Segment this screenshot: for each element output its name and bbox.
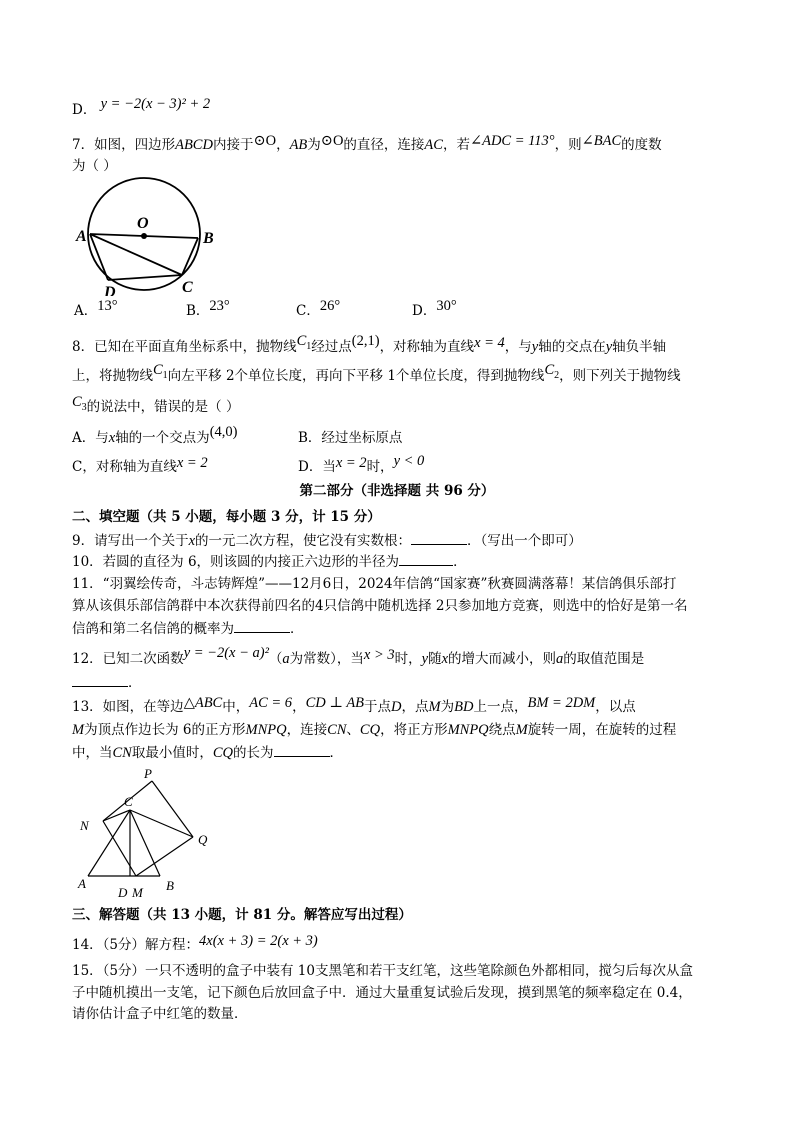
curve-name: C bbox=[296, 333, 307, 349]
q14-text: 14．（5分）解方程： bbox=[72, 937, 200, 953]
curve-sub: 1 bbox=[162, 370, 168, 381]
curve-c1 bbox=[153, 362, 168, 381]
segment-bd: BD bbox=[454, 699, 474, 715]
q8-text: 的说法中，错误的是（ ） bbox=[86, 399, 240, 415]
label-p: P bbox=[144, 766, 152, 781]
q7-option-d bbox=[412, 298, 457, 321]
q13-text: 于点 bbox=[364, 699, 392, 715]
q9-text: 的一元二次方程，使它没有实数根： bbox=[195, 533, 412, 549]
q8-text: C，对称轴为直线 bbox=[72, 459, 177, 475]
option-label: D． bbox=[412, 303, 437, 319]
option-value: 23° bbox=[209, 298, 230, 314]
q8-option-c bbox=[72, 457, 208, 477]
point-m: M bbox=[515, 722, 528, 738]
curve-c2 bbox=[544, 362, 560, 381]
var-a: a bbox=[556, 651, 564, 667]
circle-symbol: ⊙O bbox=[253, 133, 277, 149]
q11-line2: 算从该俱乐部信鸽群中本次获得前四名的4只信鸽中随机选择 2只参加地方竞赛，则选中的恰好是第一名 bbox=[72, 598, 688, 614]
q13-text: 中， bbox=[222, 699, 250, 715]
q11-line3 bbox=[72, 618, 304, 639]
q7-angle-adc: ∠ADC = 113° bbox=[469, 133, 555, 149]
q13-text: ， bbox=[292, 699, 306, 715]
q8-line1 bbox=[72, 333, 667, 359]
q13-text: ，以点 bbox=[595, 699, 636, 715]
q13-text: 上一点， bbox=[473, 699, 528, 715]
q13-text: ，连接 bbox=[286, 722, 328, 738]
label-a: A bbox=[78, 876, 86, 891]
q13-triangle: △ABC bbox=[183, 695, 223, 711]
curve-c3 bbox=[72, 394, 87, 413]
curve-name: C bbox=[153, 362, 163, 378]
q13-text: 、 bbox=[346, 722, 360, 738]
q12-text: 12．已知二次函数 bbox=[72, 651, 184, 667]
curve-sub: 3 bbox=[81, 402, 87, 413]
segment-cq: CQ bbox=[212, 745, 233, 761]
ineq: y < 0 bbox=[393, 453, 425, 469]
segment-cn: CN bbox=[112, 745, 132, 761]
q7-option-a bbox=[74, 298, 118, 321]
q15-line3: 请你估计盒子中红笔的数量． bbox=[72, 1006, 248, 1022]
point-m: M bbox=[428, 699, 441, 715]
var-x: x bbox=[188, 533, 196, 549]
q7-ab: AB bbox=[289, 137, 308, 153]
answer-blank[interactable] bbox=[274, 742, 330, 757]
section2-heading: 二、填空题（共 5 小题，每小题 3 分，计 15 分） bbox=[72, 509, 381, 525]
q8-text: 上，将抛物线 bbox=[72, 368, 153, 384]
q13-bm: BM = 2DM bbox=[527, 695, 596, 711]
label-c: C bbox=[124, 794, 133, 809]
q13-text: ，将正方形 bbox=[380, 722, 448, 738]
answer-blank[interactable] bbox=[411, 530, 467, 545]
q13-text: 旋转一周，在旋转的过程 bbox=[527, 722, 677, 738]
q13-text: 为 bbox=[440, 699, 455, 715]
q8-line3 bbox=[72, 394, 240, 419]
q8-option-a bbox=[72, 424, 238, 448]
q7-text: ，若 bbox=[442, 137, 470, 153]
q13-line3 bbox=[72, 742, 343, 763]
circle-symbol: ⊙O bbox=[320, 133, 344, 149]
option-value: 30° bbox=[436, 298, 457, 314]
option-label: C． bbox=[296, 303, 320, 319]
q13-ac: AC = 6 bbox=[249, 695, 293, 711]
q14 bbox=[72, 935, 318, 955]
q13-text: ，点 bbox=[401, 699, 429, 715]
q7-text: 7．如图，四边形 bbox=[72, 137, 176, 153]
axis-eq: x = 2 bbox=[176, 455, 208, 471]
side-bc bbox=[130, 810, 160, 876]
q7-option-c bbox=[296, 298, 341, 321]
q12-line1 bbox=[72, 645, 645, 669]
q8-option-b: B．经过坐标原点 bbox=[298, 430, 403, 446]
q8-text: 经过点 bbox=[311, 339, 352, 355]
q13-line1 bbox=[72, 697, 636, 717]
point: (4,0) bbox=[209, 424, 238, 440]
q7-ac: AC bbox=[424, 137, 443, 153]
q8-text: 轴负半轴 bbox=[612, 339, 667, 355]
q13-text: 取最小值时， bbox=[131, 745, 213, 761]
var-y: y bbox=[531, 339, 539, 355]
cond-eq: x = 2 bbox=[335, 455, 367, 471]
answer-blank[interactable] bbox=[234, 618, 290, 633]
label-q: Q bbox=[198, 832, 208, 847]
center-dot bbox=[141, 233, 147, 239]
q12-text: 为常数），当 bbox=[289, 651, 364, 667]
q7-angle-bac: ∠BAC bbox=[581, 133, 622, 149]
label-c: C bbox=[182, 279, 193, 296]
q7-text: 为 bbox=[307, 137, 321, 153]
var-x: x bbox=[108, 430, 116, 446]
q12-text: 随 bbox=[428, 651, 442, 667]
label-m: M bbox=[132, 885, 143, 900]
segment-cq: CQ bbox=[359, 722, 381, 738]
q8-text: A．与 bbox=[72, 430, 109, 446]
part2-heading: 第二部分（非选择题 共 96 分） bbox=[299, 483, 495, 499]
var-a: a bbox=[282, 651, 290, 667]
q9 bbox=[72, 530, 582, 551]
axis-eq: x = 4 bbox=[474, 335, 505, 351]
q12-text: 时， bbox=[394, 651, 422, 667]
q10-text: 10．若圆的直径为 6，则该圆的内接正六边形的半径为 bbox=[72, 554, 400, 570]
prev-option-d bbox=[72, 96, 211, 120]
q7-quad: ABCD bbox=[175, 137, 213, 153]
q12-text: 的取值范围是 bbox=[563, 651, 645, 667]
q13-text: 中，当 bbox=[72, 745, 113, 761]
q13-line2 bbox=[72, 720, 676, 740]
q13-text: ． bbox=[329, 745, 343, 761]
q7-text: ，则 bbox=[554, 137, 582, 153]
q7-line2: 为（ ） bbox=[72, 158, 117, 174]
var-y: y bbox=[421, 651, 429, 667]
var-x: x bbox=[441, 651, 449, 667]
q7-text: ， bbox=[276, 137, 290, 153]
q10-text: ． bbox=[453, 554, 467, 570]
point-m: M bbox=[72, 722, 85, 738]
q8-text: 向左平移 2个单位长度，再向下平移 1个单位长度，得到抛物线 bbox=[167, 368, 545, 384]
q13-text: 绕点 bbox=[488, 722, 516, 738]
q12-text: 的增大而减小，则 bbox=[448, 651, 557, 667]
curve-name: C bbox=[72, 394, 82, 410]
q8-option-d bbox=[298, 453, 425, 477]
answer-blank[interactable] bbox=[72, 672, 128, 687]
q7-text: 的直径，连接 bbox=[343, 137, 425, 153]
segment-dc bbox=[108, 275, 182, 280]
q8-text: 轴的一个交点为 bbox=[115, 430, 210, 446]
point-d: D bbox=[391, 699, 402, 715]
label-b: B bbox=[203, 230, 214, 247]
label-o: O bbox=[137, 215, 149, 232]
q11-text: ． bbox=[290, 621, 304, 637]
q12-text: （ bbox=[268, 651, 283, 667]
square-name: MNPQ bbox=[245, 722, 287, 738]
curve-name: C bbox=[544, 362, 555, 378]
option-value: 26° bbox=[319, 298, 341, 314]
q15-line2: 子中随机摸出一支笔，记下颜色后放回盒子中．通过大量重复试验后发现，摸到黑笔的频率稳定在 0.4， bbox=[72, 985, 692, 1001]
label-a: A bbox=[76, 228, 87, 245]
q13-text: 为顶点作边长为 6的正方形 bbox=[84, 722, 246, 738]
square-name: MNPQ bbox=[447, 722, 489, 738]
label-n: N bbox=[80, 818, 89, 833]
option-formula: y = −2(x − 3)² + 2 bbox=[100, 96, 211, 112]
q15-line1: 15．（5分）一只不透明的盒子中装有 10支黑笔和若干支红笔，这些笔除颜色外都相同，搅匀后每次从盒 bbox=[72, 963, 693, 979]
q8-text: D．当 bbox=[298, 459, 336, 475]
q7-line1 bbox=[72, 135, 662, 155]
label-d: D bbox=[118, 885, 128, 900]
q7-text: 的度数 bbox=[621, 137, 662, 153]
option-label: A． bbox=[74, 303, 98, 319]
answer-blank[interactable] bbox=[399, 551, 453, 566]
q12-text: ． bbox=[128, 675, 142, 691]
q13-perp: CD ⊥ AB bbox=[305, 695, 365, 711]
option-label: B． bbox=[186, 303, 210, 319]
point: (2,1) bbox=[351, 333, 380, 349]
curve-sub: 1 bbox=[306, 341, 312, 352]
curve-c1 bbox=[296, 333, 312, 352]
q7-text: 内接于 bbox=[212, 137, 254, 153]
curve-sub: 2 bbox=[554, 370, 560, 381]
q10 bbox=[72, 551, 467, 572]
q13-text: 13．如图，在等边 bbox=[72, 699, 184, 715]
q8-text: 轴的交点在 bbox=[538, 339, 606, 355]
q11-line1: 11．“羽翼绘传奇，斗志铸辉煌”——12月6日，2024年信鸽“国家赛”秋赛圆满落幕！某信鸽俱乐部打 bbox=[72, 576, 677, 592]
section3-heading: 三、解答题（共 13 小题，计 81 分。解答应写出过程） bbox=[72, 907, 412, 923]
q13-figure bbox=[74, 764, 224, 900]
q12-function: y = −2(x − a)² bbox=[183, 645, 269, 661]
q11-text: 信鸽和第二名信鸽的概率为 bbox=[72, 621, 234, 637]
label-d: D bbox=[104, 284, 116, 296]
q7-option-b bbox=[186, 298, 230, 321]
q14-equation: 4x(x + 3) = 2(x + 3) bbox=[199, 933, 318, 949]
q8-text: ，与 bbox=[504, 339, 532, 355]
q9-text: 9．请写出一个关于 bbox=[72, 533, 189, 549]
q8-text: 8．已知在平面直角坐标系中，抛物线 bbox=[72, 339, 297, 355]
q12-condition: x > 3 bbox=[363, 647, 395, 663]
square-side-mn bbox=[103, 821, 136, 876]
q8-text: 时， bbox=[366, 459, 394, 475]
q8-line2 bbox=[72, 362, 681, 388]
segment-cn: CN bbox=[327, 722, 347, 738]
label-b: B bbox=[166, 878, 174, 893]
q13-text: 的长为 bbox=[233, 745, 274, 761]
q9-text: ．（写出一个即可） bbox=[467, 533, 582, 549]
option-value: 13° bbox=[97, 298, 118, 314]
q7-circle-figure bbox=[74, 176, 234, 296]
q8-text: ，对称轴为直线 bbox=[379, 339, 475, 355]
q12-line2 bbox=[72, 672, 142, 693]
side-ac bbox=[88, 810, 130, 876]
var-y: y bbox=[605, 339, 613, 355]
q8-text: ，则下列关于抛物线 bbox=[559, 368, 681, 384]
option-label: D． bbox=[72, 102, 97, 118]
